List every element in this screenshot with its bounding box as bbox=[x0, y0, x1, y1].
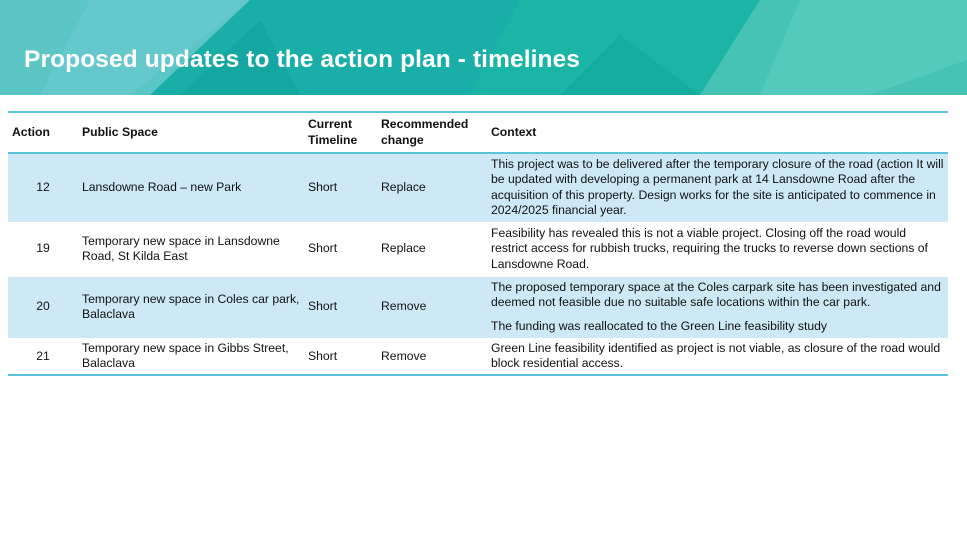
header-context: Context bbox=[487, 112, 948, 153]
header-action: Action bbox=[8, 112, 78, 153]
cell-public-space: Temporary new space in Coles car park, Balaclava bbox=[78, 276, 304, 338]
table-row bbox=[8, 276, 948, 338]
cell-action: 19 bbox=[8, 222, 78, 276]
cell-context bbox=[487, 338, 948, 375]
cell-change: Remove bbox=[377, 338, 487, 375]
cell-action: 20 bbox=[8, 276, 78, 338]
page-title: Proposed updates to the action plan - timelines bbox=[24, 46, 581, 73]
cell-timeline: Short bbox=[304, 153, 377, 222]
cell-context bbox=[487, 153, 948, 222]
context-paragraph: This project was to be delivered after the temporary closure of the road (action It will be updated with developing a permanent park at 14 Lansdowne Road after the acquisition of this property. Design works for the site is anticipated to commence in 2024/2025 financial year. bbox=[491, 156, 944, 218]
cell-change: Replace bbox=[377, 153, 487, 222]
cell-action: 21 bbox=[8, 338, 78, 375]
cell-context bbox=[487, 222, 948, 276]
cell-public-space: Temporary new space in Gibbs Street, Balaclava bbox=[78, 338, 304, 375]
action-plan-table bbox=[8, 111, 948, 376]
cell-timeline: Short bbox=[304, 338, 377, 375]
cell-action: 12 bbox=[8, 153, 78, 222]
table-row bbox=[8, 222, 948, 276]
header-public-space: Public Space bbox=[78, 112, 304, 153]
cell-timeline: Short bbox=[304, 276, 377, 338]
cell-context bbox=[487, 276, 948, 338]
table-row bbox=[8, 153, 948, 222]
cell-change: Remove bbox=[377, 276, 487, 338]
table-header-row bbox=[8, 112, 948, 153]
header-recommended-change: Recommended change bbox=[377, 112, 487, 153]
cell-public-space: Lansdowne Road – new Park bbox=[78, 153, 304, 222]
cell-public-space: Temporary new space in Lansdowne Road, St Kilda East bbox=[78, 222, 304, 276]
table-row bbox=[8, 338, 948, 375]
title-banner bbox=[0, 0, 967, 95]
context-paragraph: The funding was reallocated to the Green Line feasibility study bbox=[491, 318, 828, 333]
cell-change: Replace bbox=[377, 222, 487, 276]
header-current-timeline: Current Timeline bbox=[304, 112, 377, 153]
context-paragraph: Green Line feasibility identified as project is not viable, as closure of the road would block residential access. bbox=[491, 340, 941, 371]
cell-timeline: Short bbox=[304, 222, 377, 276]
context-paragraph: The proposed temporary space at the Coles carpark site has been investigated and deemed not feasible due no suitable safe locations within the car park. bbox=[491, 279, 941, 310]
context-paragraph: Feasibility has revealed this is not a viable project. Closing off the road would restrict access for rubbish trucks, requiring the trucks to reverse down sections of Lansdowne Road. bbox=[491, 225, 928, 271]
